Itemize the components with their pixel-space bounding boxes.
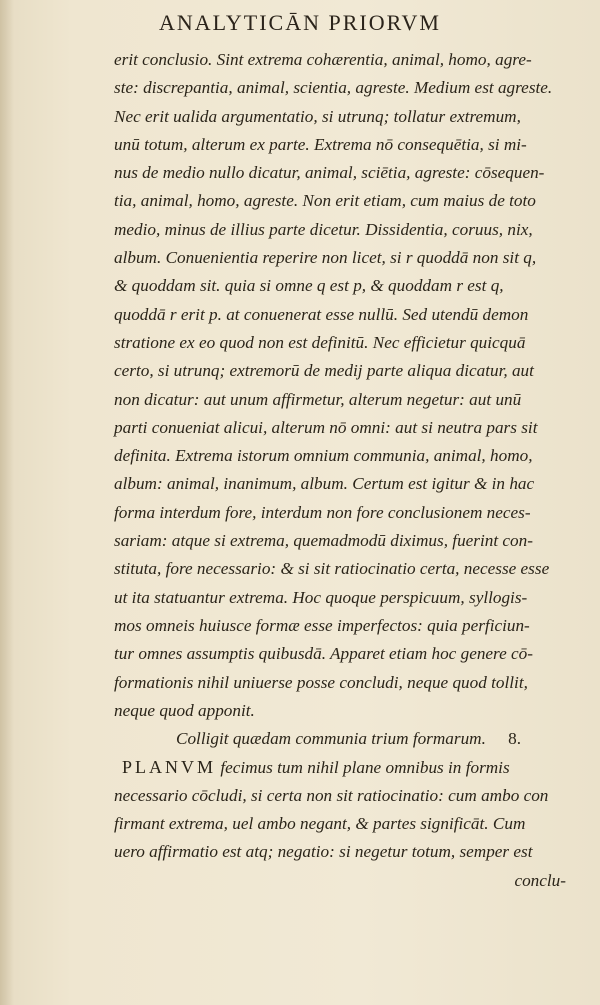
text-line: stratione ex eo quod non est definitū. Nec efficietur quicquā bbox=[114, 332, 526, 352]
text-line: parti conueniat alicui, alterum nō omni: aut si neutra pars sit bbox=[114, 417, 538, 437]
text-line: erit conclusio. Sint extrema cohærentia, animal, homo, agre- bbox=[114, 50, 532, 69]
text-line: quoddā r erit p. at conuenerat esse nullū. Sed utendū demon bbox=[114, 304, 529, 324]
text-line: stituta, fore necessario: & si sit ratiocinatio certa, necesse esse bbox=[114, 559, 550, 579]
running-head: ANALYTICĀN PRIORVM bbox=[159, 10, 441, 35]
second-paragraph-first-line bbox=[114, 753, 596, 781]
text-line: & quoddam sit. quia si omne q est p, & quoddam r est q, bbox=[114, 276, 504, 296]
text-line: non dicatur: aut unum affirmetur, alterum negetur: aut unū bbox=[114, 389, 522, 409]
section-number: 8. bbox=[508, 729, 522, 749]
text-line: certo, si utrunq; extremorū de medij parte aliqua dicatur, aut bbox=[114, 361, 534, 381]
text-line: album. Conuenientia reperire non licet, si r quoddā non sit q, bbox=[114, 248, 537, 268]
text-line: ste: discrepantia, animal, scientia, agreste. Medium est agreste. bbox=[114, 78, 553, 98]
text-line: neque quod apponit. bbox=[114, 700, 255, 720]
text-line: formationis nihil uniuerse posse concludi, neque quod tollit, bbox=[114, 672, 528, 692]
text-line: definita. Extrema istorum omnium communia, animal, homo, bbox=[114, 446, 533, 466]
section-heading bbox=[114, 725, 596, 753]
text-line: forma interdum fore, interdum non fore conclusionem neces- bbox=[114, 502, 531, 522]
text-line: ut ita statuantur extrema. Hoc quoque perspicuum, syllogis- bbox=[114, 587, 528, 607]
text-line: necessario cōcludi, si certa non sit ratiocinatio: cum ambo con bbox=[114, 785, 549, 805]
first-paragraph bbox=[114, 46, 596, 725]
text-block bbox=[114, 46, 596, 895]
text-line: medio, minus de illius parte dicetur. Dissidentia, coruus, nix, bbox=[114, 219, 533, 239]
text-line: firmant extrema, uel ambo negant, & partes significāt. Cum bbox=[114, 814, 526, 834]
text-line: uero affirmatio est atq; negatio: si negetur totum, semper est bbox=[114, 842, 533, 862]
initial-word: PLANVM bbox=[122, 757, 217, 778]
text-line: tur omnes assumptis quibusdā. Apparet etiam hoc genere cō- bbox=[114, 644, 533, 664]
text-line: album: animal, inanimum, album. Certum est igitur & in hac bbox=[114, 474, 535, 494]
binding-shadow bbox=[0, 0, 14, 1005]
text-line: tia, animal, homo, agreste. Non erit etiam, cum maius de toto bbox=[114, 191, 536, 211]
text-line: unū totum, alterum ex parte. Extrema nō consequētia, si mi- bbox=[114, 134, 527, 154]
text-line: Nec erit ualida argumentatio, si utrunq; tollatur extremum, bbox=[114, 106, 521, 126]
second-paragraph bbox=[114, 782, 596, 867]
section-heading-text: Colligit quædam communia trium formarum. bbox=[176, 729, 486, 749]
text-line: sariam: atque si extrema, quemadmodū diximus, fuerint con- bbox=[114, 531, 533, 551]
first-line-text: fecimus tum nihil plane omnibus in formis bbox=[220, 758, 510, 778]
text-line: nus de medio nullo dicatur, animal, sciētia, agreste: cōsequen- bbox=[114, 163, 545, 183]
text-line: mos omneis huiusce formæ esse imperfectos: quia perficiun- bbox=[114, 615, 530, 635]
catchword: conclu- bbox=[514, 870, 566, 890]
